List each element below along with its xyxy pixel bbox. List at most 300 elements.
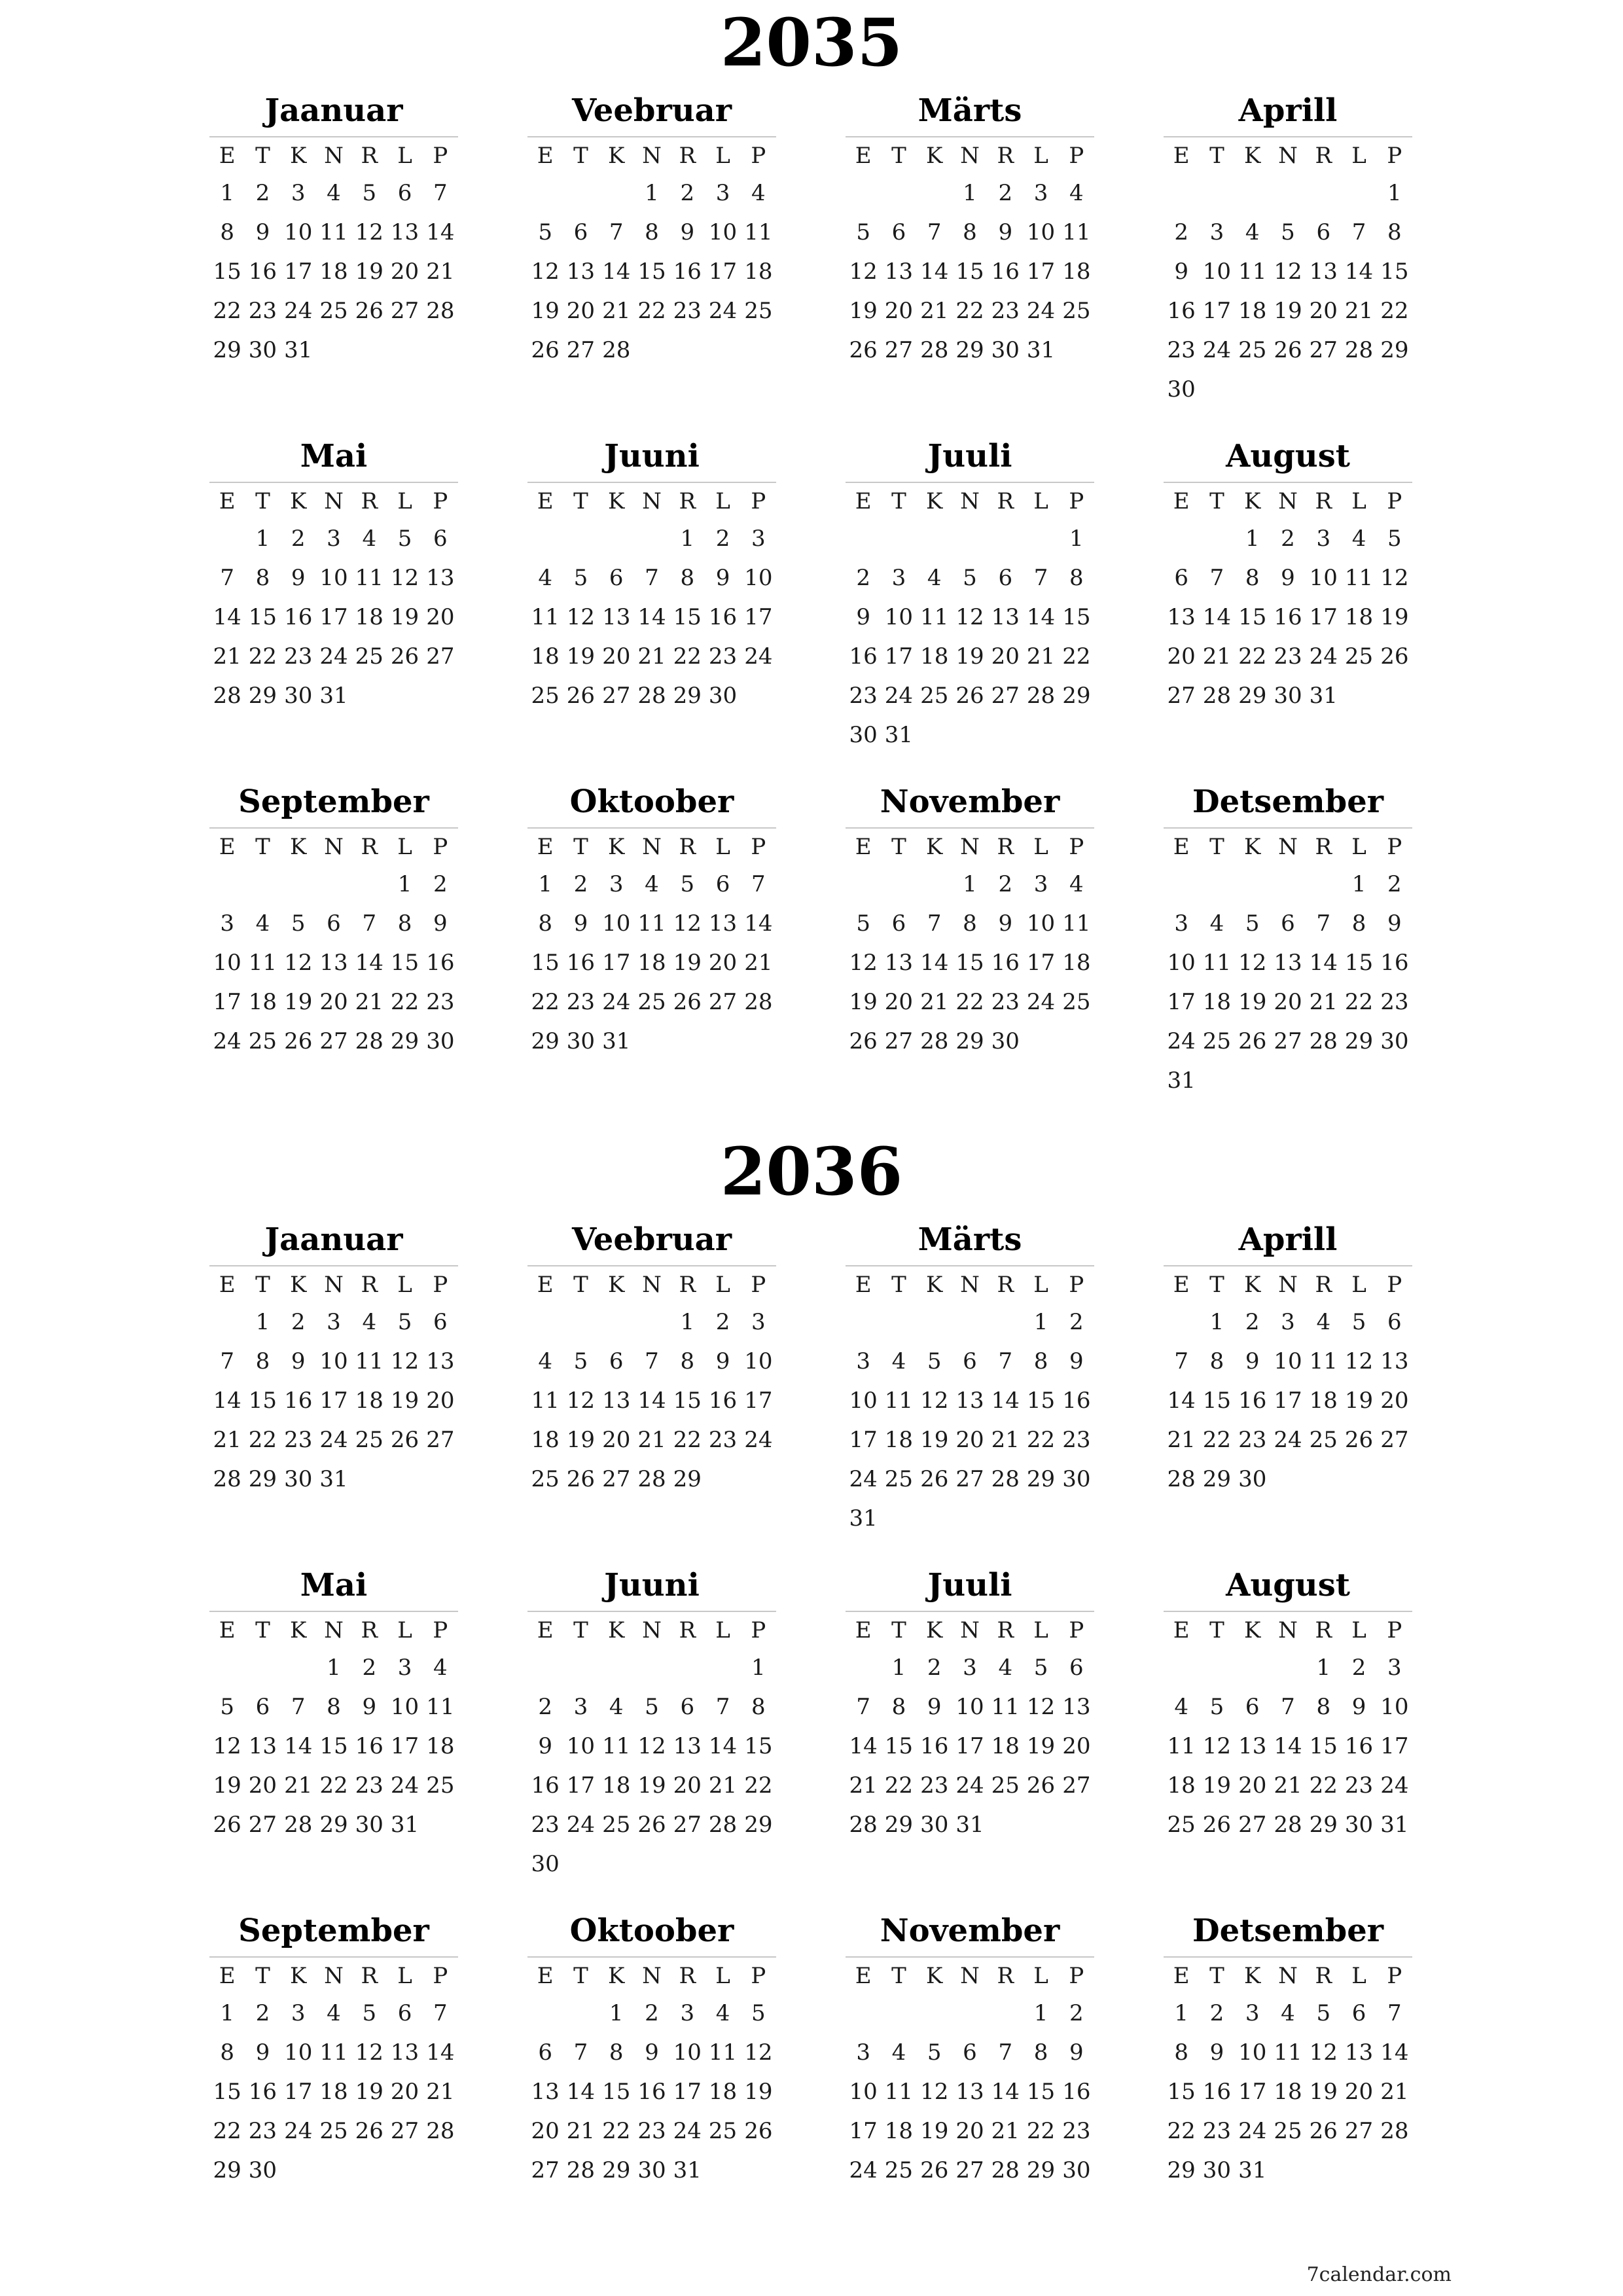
- day-cell: 8: [1316, 1694, 1331, 1720]
- day-cell: 17: [1238, 2079, 1267, 2105]
- day-cell: 11: [1274, 2039, 1302, 2066]
- month-title: September: [209, 1905, 458, 1958]
- day-cell: 2: [645, 2000, 659, 2026]
- day-cell: 12: [637, 1733, 666, 1759]
- day-cell: 26: [1238, 1028, 1267, 1054]
- day-cell: 10: [284, 2039, 313, 2066]
- week-row: [527, 637, 776, 676]
- day-cell: 21: [920, 298, 949, 324]
- day-cell: 6: [680, 1694, 695, 1720]
- day-cell: 14: [426, 219, 455, 245]
- week-row: [1164, 1381, 1412, 1420]
- day-cell: 15: [673, 604, 702, 630]
- day-cell: 17: [849, 1427, 878, 1453]
- day-cell: 20: [1238, 1772, 1267, 1799]
- day-cell: 5: [1316, 2000, 1331, 2026]
- day-cell: 4: [1316, 1309, 1331, 1335]
- weekday-header: [846, 137, 1094, 173]
- day-cell: 7: [1387, 2000, 1402, 2026]
- day-cell: 23: [426, 989, 455, 1015]
- week-row: [527, 1994, 776, 2033]
- day-cell: 28: [849, 1812, 878, 1838]
- week-row: [846, 865, 1094, 904]
- day-cell: 19: [920, 2118, 949, 2144]
- day-cell: 9: [1245, 1348, 1260, 1374]
- day-cell: 11: [920, 604, 949, 630]
- week-row: [846, 943, 1094, 982]
- day-cell: 20: [531, 2118, 560, 2144]
- day-cell: 14: [744, 910, 773, 937]
- day-cell: 11: [1309, 1348, 1338, 1374]
- week-row: [1164, 1805, 1412, 1844]
- day-cell: 13: [319, 950, 348, 976]
- week-row: [527, 1460, 776, 1499]
- weekday-label: R: [1315, 488, 1332, 514]
- day-cell: 12: [1344, 1348, 1374, 1374]
- weekday-label: L: [715, 1617, 730, 1643]
- day-cell: 8: [538, 910, 552, 937]
- week-row: [209, 331, 458, 370]
- day-cell: 18: [1274, 2079, 1302, 2105]
- day-cell: 19: [566, 643, 596, 670]
- day-cell: 23: [1062, 2118, 1091, 2144]
- day-cell: 1: [680, 526, 695, 552]
- day-cell: 11: [1202, 950, 1232, 976]
- month-title: Detsember: [1164, 776, 1412, 829]
- day-cell: 17: [708, 259, 738, 285]
- weekday-label: R: [679, 833, 696, 860]
- day-cell: 2: [573, 871, 588, 897]
- day-cell: 16: [355, 1733, 383, 1759]
- week-row: [527, 1420, 776, 1460]
- day-cell: 26: [673, 989, 702, 1015]
- week-row: [1164, 1648, 1412, 1687]
- week-row: [846, 2151, 1094, 2190]
- day-cell: 30: [284, 1466, 313, 1492]
- month-title: Juuli: [846, 1560, 1094, 1612]
- day-cell: 13: [426, 565, 455, 591]
- day-cell: 26: [955, 683, 984, 709]
- day-cell: 16: [1344, 1733, 1374, 1759]
- weekday-label: P: [751, 1962, 766, 1989]
- day-cell: 18: [637, 950, 666, 976]
- day-cell: 2: [255, 180, 270, 206]
- day-cell: 5: [291, 910, 306, 937]
- footer-site-name: 7calendar.com: [1306, 2263, 1452, 2286]
- week-row: [846, 1460, 1094, 1499]
- day-cell: 15: [1202, 1388, 1232, 1414]
- weekday-label: T: [255, 142, 270, 169]
- day-cell: 21: [991, 1427, 1020, 1453]
- day-cell: 15: [319, 1733, 348, 1759]
- week-row: [1164, 904, 1412, 943]
- months-grid: [209, 1214, 1412, 2251]
- day-cell: 7: [856, 1694, 870, 1720]
- week-row: [209, 1994, 458, 2033]
- day-cell: 21: [744, 950, 773, 976]
- weekday-header: [527, 1266, 776, 1302]
- day-cell: 21: [602, 298, 631, 324]
- day-cell: 18: [355, 1388, 383, 1414]
- day-cell: 15: [1344, 950, 1374, 976]
- day-cell: 15: [1167, 2079, 1196, 2105]
- day-cell: 19: [744, 2079, 773, 2105]
- weekday-label: N: [642, 488, 662, 514]
- month-detsember: [1164, 1905, 1412, 2251]
- day-cell: 13: [566, 259, 596, 285]
- day-cell: 10: [849, 2079, 878, 2105]
- day-cell: 22: [1202, 1427, 1232, 1453]
- month-november: [846, 1905, 1094, 2251]
- day-cell: 25: [920, 683, 949, 709]
- weekday-label: R: [679, 1962, 696, 1989]
- day-cell: 20: [955, 2118, 984, 2144]
- day-cell: 24: [1026, 298, 1056, 324]
- day-cell: 22: [884, 1772, 914, 1799]
- day-cell: 25: [248, 1028, 277, 1054]
- day-cell: 17: [319, 1388, 348, 1414]
- weekday-label: E: [219, 1271, 236, 1298]
- day-cell: 17: [955, 1733, 984, 1759]
- weekday-label: N: [324, 142, 344, 169]
- week-row: [527, 865, 776, 904]
- day-cell: 16: [1274, 604, 1302, 630]
- weekday-label: K: [926, 1617, 943, 1643]
- day-cell: 2: [715, 526, 730, 552]
- day-cell: 2: [1069, 1309, 1084, 1335]
- week-row: [1164, 1766, 1412, 1805]
- day-cell: 27: [1309, 337, 1338, 363]
- day-cell: 10: [1238, 2039, 1267, 2066]
- day-cell: 9: [538, 1733, 552, 1759]
- day-cell: 19: [1026, 1733, 1056, 1759]
- day-cell: 18: [531, 643, 560, 670]
- week-row: [846, 1381, 1094, 1420]
- day-cell: 27: [1380, 1427, 1409, 1453]
- day-cell: 20: [248, 1772, 277, 1799]
- day-cell: 26: [920, 2157, 949, 2183]
- day-cell: 11: [637, 910, 666, 937]
- day-cell: 24: [319, 643, 348, 670]
- day-cell: 1: [1387, 180, 1402, 206]
- day-cell: 30: [355, 1812, 383, 1838]
- day-cell: 18: [1062, 950, 1091, 976]
- day-cell: 16: [708, 604, 738, 630]
- weekday-label: T: [891, 488, 906, 514]
- day-cell: 25: [884, 2157, 914, 2183]
- weekday-label: E: [855, 1962, 872, 1989]
- day-cell: 23: [284, 1427, 313, 1453]
- day-cell: 31: [1238, 2157, 1267, 2183]
- day-cell: 2: [927, 1655, 942, 1681]
- day-cell: 14: [1274, 1733, 1302, 1759]
- week-row: [1164, 1302, 1412, 1342]
- day-cell: 19: [390, 1388, 419, 1414]
- weekday-label: K: [1244, 833, 1261, 860]
- day-cell: 8: [963, 219, 977, 245]
- day-cell: 8: [1351, 910, 1366, 937]
- day-cell: 12: [1238, 950, 1267, 976]
- day-cell: 28: [744, 989, 773, 1015]
- day-cell: 14: [1026, 604, 1056, 630]
- day-cell: 16: [1167, 298, 1196, 324]
- day-cell: 5: [1033, 1655, 1048, 1681]
- day-cell: 19: [566, 1427, 596, 1453]
- day-cell: 11: [1344, 565, 1374, 591]
- day-cell: 28: [1167, 1466, 1196, 1492]
- weekday-label: L: [397, 833, 412, 860]
- weekday-label: L: [715, 833, 730, 860]
- weekday-label: T: [891, 833, 906, 860]
- month-title: Oktoober: [527, 776, 776, 829]
- weekday-label: T: [573, 1271, 588, 1298]
- day-cell: 4: [362, 1309, 377, 1335]
- weekday-header: [846, 829, 1094, 865]
- day-cell: 1: [1245, 526, 1260, 552]
- weekday-label: R: [997, 1271, 1014, 1298]
- day-cell: 9: [1351, 1694, 1366, 1720]
- week-row: [1164, 865, 1412, 904]
- week-row: [1164, 291, 1412, 331]
- week-row: [527, 2072, 776, 2111]
- day-cell: 6: [327, 910, 341, 937]
- day-cell: 10: [744, 565, 773, 591]
- week-row: [527, 291, 776, 331]
- day-cell: 12: [355, 2039, 383, 2066]
- day-cell: 30: [1202, 2157, 1232, 2183]
- week-row: [527, 943, 776, 982]
- day-cell: 2: [291, 1309, 306, 1335]
- month-juuni: [527, 431, 776, 776]
- week-row: [846, 715, 1094, 755]
- day-cell: 26: [849, 1028, 878, 1054]
- day-cell: 3: [291, 180, 306, 206]
- month-title: September: [209, 776, 458, 829]
- day-cell: 19: [1380, 604, 1409, 630]
- month-marts: [846, 1214, 1094, 1560]
- day-cell: 7: [1033, 565, 1048, 591]
- weekday-label: N: [960, 1271, 980, 1298]
- day-cell: 11: [1062, 219, 1091, 245]
- day-cell: 23: [566, 989, 596, 1015]
- day-cell: 10: [284, 219, 313, 245]
- weekday-header: [846, 1958, 1094, 1994]
- day-cell: 16: [566, 950, 596, 976]
- weekday-label: K: [290, 1271, 307, 1298]
- day-cell: 24: [566, 1812, 596, 1838]
- day-cell: 15: [248, 604, 277, 630]
- day-cell: 9: [1174, 259, 1188, 285]
- weekday-label: T: [1209, 488, 1224, 514]
- day-cell: 17: [673, 2079, 702, 2105]
- day-cell: 4: [1245, 219, 1260, 245]
- day-cell: 11: [744, 219, 773, 245]
- day-cell: 25: [531, 1466, 560, 1492]
- weekday-label: N: [324, 488, 344, 514]
- day-cell: 11: [355, 565, 383, 591]
- day-cell: 5: [1387, 526, 1402, 552]
- day-cell: 24: [1238, 2118, 1267, 2144]
- day-cell: 11: [531, 604, 560, 630]
- week-row: [846, 519, 1094, 558]
- week-row: [527, 1687, 776, 1727]
- day-cell: 2: [680, 180, 695, 206]
- day-cell: 31: [319, 1466, 348, 1492]
- day-cell: 29: [1202, 1466, 1232, 1492]
- day-cell: 21: [920, 989, 949, 1015]
- day-cell: 14: [213, 604, 241, 630]
- day-cell: 6: [1174, 565, 1188, 591]
- weekday-header: [209, 1612, 458, 1648]
- week-row: [1164, 943, 1412, 982]
- week-row: [1164, 213, 1412, 252]
- week-row: [846, 2111, 1094, 2151]
- day-cell: 15: [1026, 2079, 1056, 2105]
- weekday-label: R: [1315, 142, 1332, 169]
- day-cell: 5: [963, 565, 977, 591]
- day-cell: 29: [319, 1812, 348, 1838]
- day-cell: 29: [602, 2157, 631, 2183]
- day-cell: 16: [991, 259, 1020, 285]
- weekday-header: [209, 137, 458, 173]
- day-cell: 10: [1167, 950, 1196, 976]
- day-cell: 23: [284, 643, 313, 670]
- day-cell: 4: [715, 2000, 730, 2026]
- day-cell: 3: [327, 1309, 341, 1335]
- weekday-label: K: [290, 488, 307, 514]
- week-row: [209, 1302, 458, 1342]
- day-cell: 31: [319, 683, 348, 709]
- day-cell: 17: [849, 2118, 878, 2144]
- day-cell: 24: [744, 643, 773, 670]
- day-cell: 7: [1316, 910, 1331, 937]
- day-cell: 26: [920, 1466, 949, 1492]
- day-cell: 15: [1062, 604, 1091, 630]
- week-row: [846, 2072, 1094, 2111]
- day-cell: 16: [1062, 2079, 1091, 2105]
- weekday-label: R: [997, 833, 1014, 860]
- day-cell: 29: [390, 1028, 419, 1054]
- day-cell: 6: [1069, 1655, 1084, 1681]
- month-veebruar: [527, 85, 776, 431]
- day-cell: 25: [744, 298, 773, 324]
- day-cell: 21: [284, 1772, 313, 1799]
- day-cell: 2: [998, 871, 1013, 897]
- day-cell: 21: [1274, 1772, 1302, 1799]
- day-cell: 26: [390, 1427, 419, 1453]
- day-cell: 6: [397, 180, 412, 206]
- month-title: Mai: [209, 431, 458, 483]
- day-cell: 22: [248, 1427, 277, 1453]
- day-cell: 8: [1387, 219, 1402, 245]
- week-row: [1164, 252, 1412, 291]
- day-cell: 6: [397, 2000, 412, 2026]
- day-cell: 1: [397, 871, 412, 897]
- day-cell: 15: [213, 2079, 241, 2105]
- week-row: [527, 1766, 776, 1805]
- day-cell: 12: [1202, 1733, 1232, 1759]
- day-cell: 15: [673, 1388, 702, 1414]
- week-row: [1164, 2111, 1412, 2151]
- day-cell: 13: [673, 1733, 702, 1759]
- day-cell: 22: [248, 643, 277, 670]
- day-cell: 18: [884, 1427, 914, 1453]
- day-cell: 14: [991, 1388, 1020, 1414]
- day-cell: 22: [955, 989, 984, 1015]
- day-cell: 21: [426, 259, 455, 285]
- day-cell: 29: [1380, 337, 1409, 363]
- weekday-label: T: [891, 142, 906, 169]
- day-cell: 28: [1309, 1028, 1338, 1054]
- day-cell: 5: [362, 180, 377, 206]
- day-cell: 20: [390, 2079, 419, 2105]
- day-cell: 16: [673, 259, 702, 285]
- month-mai: [209, 431, 458, 776]
- day-cell: 13: [1062, 1694, 1091, 1720]
- day-cell: 25: [319, 298, 348, 324]
- day-cell: 5: [927, 2039, 942, 2066]
- day-cell: 23: [708, 643, 738, 670]
- week-row: [209, 598, 458, 637]
- weekday-header: [209, 829, 458, 865]
- day-cell: 18: [355, 604, 383, 630]
- day-cell: 3: [1387, 1655, 1402, 1681]
- day-cell: 9: [715, 565, 730, 591]
- week-row: [527, 1844, 776, 1884]
- day-cell: 13: [884, 950, 914, 976]
- weekday-label: N: [642, 833, 662, 860]
- day-cell: 24: [708, 298, 738, 324]
- day-cell: 15: [1380, 259, 1409, 285]
- weekday-header: [527, 483, 776, 519]
- month-aprill: [1164, 1214, 1412, 1560]
- weekday-label: P: [433, 1962, 448, 1989]
- day-cell: 19: [920, 1427, 949, 1453]
- day-cell: 25: [355, 1427, 383, 1453]
- day-cell: 4: [927, 565, 942, 591]
- day-cell: 31: [602, 1028, 631, 1054]
- day-cell: 13: [1167, 604, 1196, 630]
- day-cell: 2: [856, 565, 870, 591]
- day-cell: 15: [1026, 1388, 1056, 1414]
- day-cell: 4: [1281, 2000, 1295, 2026]
- day-cell: 5: [573, 1348, 588, 1374]
- day-cell: 21: [1026, 643, 1056, 670]
- day-cell: 31: [390, 1812, 419, 1838]
- day-cell: 28: [1202, 683, 1232, 709]
- day-cell: 14: [355, 950, 383, 976]
- week-row: [1164, 982, 1412, 1022]
- weekday-header: [527, 829, 776, 865]
- day-cell: 12: [849, 950, 878, 976]
- day-cell: 22: [1344, 989, 1374, 1015]
- weekday-label: L: [397, 1962, 412, 1989]
- day-cell: 22: [1380, 298, 1409, 324]
- day-cell: 12: [920, 1388, 949, 1414]
- week-row: [209, 1460, 458, 1499]
- weekday-label: P: [1387, 1617, 1402, 1643]
- day-cell: 7: [609, 219, 624, 245]
- day-cell: 20: [991, 643, 1020, 670]
- day-cell: 7: [645, 1348, 659, 1374]
- weekday-label: K: [1244, 1962, 1261, 1989]
- day-cell: 19: [531, 298, 560, 324]
- day-cell: 28: [1274, 1812, 1302, 1838]
- day-cell: 9: [680, 219, 695, 245]
- weekday-label: R: [997, 1962, 1014, 1989]
- day-cell: 23: [849, 683, 878, 709]
- day-cell: 3: [1033, 180, 1048, 206]
